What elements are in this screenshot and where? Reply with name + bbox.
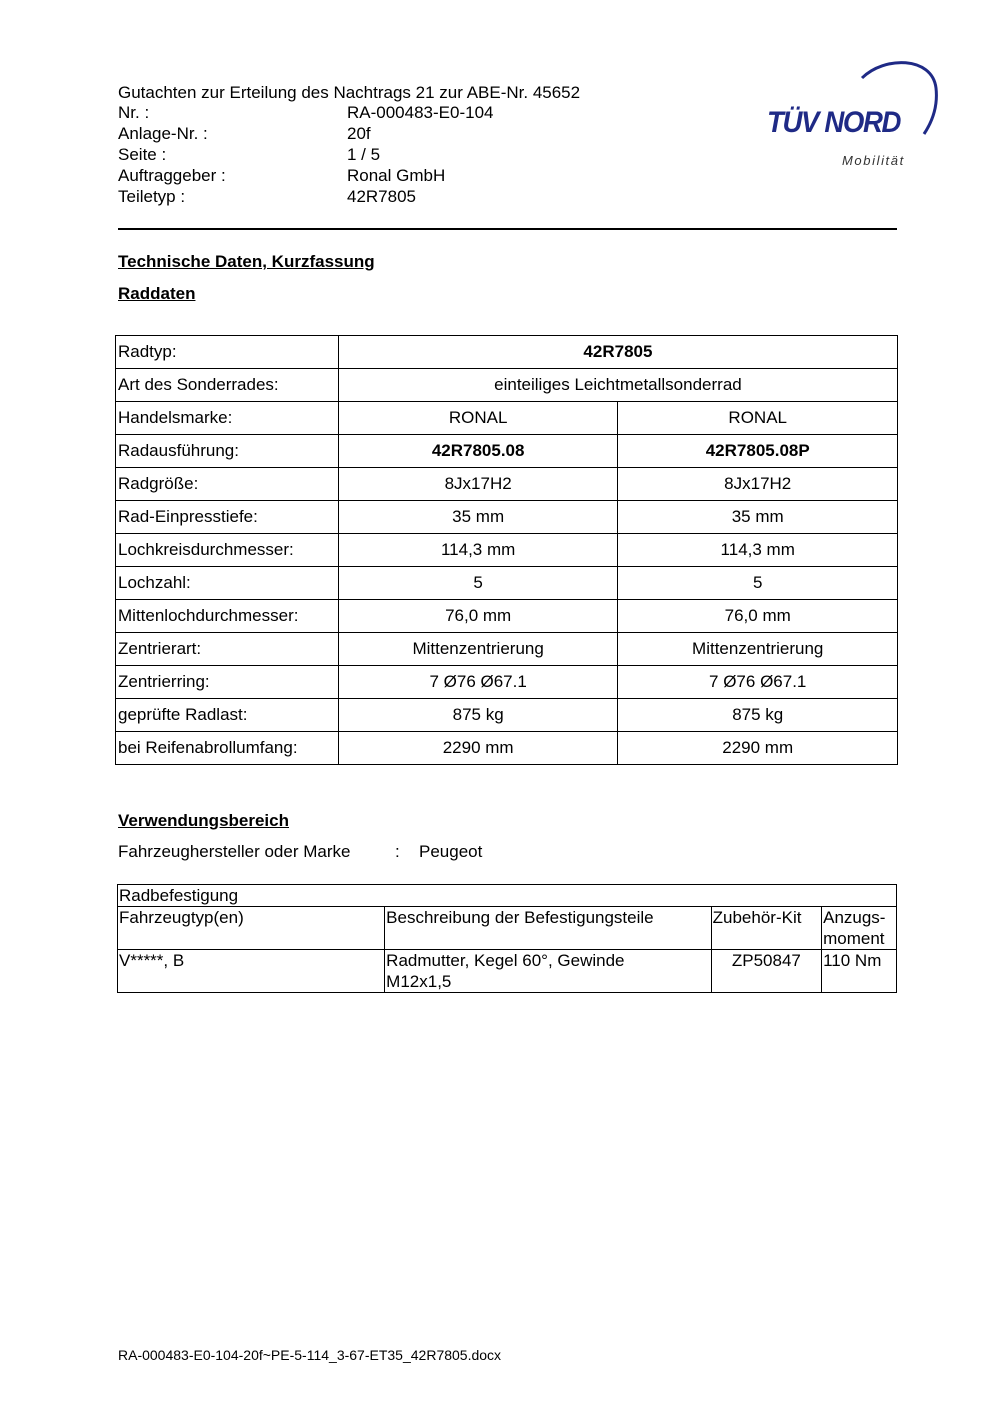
meta-value: 1 / 5 [347, 145, 381, 164]
table-header-row [118, 907, 897, 950]
meta-row-auftraggeber [118, 165, 493, 186]
row-label: Zentrierart: [116, 633, 339, 666]
row-label: bei Reifenabrollumfang: [116, 732, 339, 765]
row-value-1: RONAL [338, 402, 618, 435]
row-value-1: 2290 mm [338, 732, 618, 765]
row-value-2: 7 Ø76 Ø67.1 [618, 666, 898, 699]
table-row [116, 633, 898, 666]
table-row [118, 885, 897, 907]
usage-separator: : [395, 842, 400, 861]
row-value-2: 42R7805.08P [618, 435, 898, 468]
meta-label: Teiletyp : [118, 187, 186, 206]
meta-label: Anlage-Nr. : [118, 124, 208, 143]
cell-vehicle-type: V*****, B [118, 950, 385, 993]
row-value-1: Mittenzentrierung [338, 633, 618, 666]
row-label: Art des Sonderrades: [116, 369, 339, 402]
meta-row-seite [118, 144, 493, 165]
cell-description: Radmutter, Kegel 60°, Gewinde M12x1,5 [385, 950, 711, 993]
row-value-1: 114,3 mm [338, 534, 618, 567]
table-row [116, 468, 898, 501]
table-row [118, 950, 897, 993]
mounting-title: Radbefestigung [118, 885, 897, 907]
row-value-2: RONAL [618, 402, 898, 435]
usage-manufacturer [118, 841, 482, 862]
row-value-2: 76,0 mm [618, 600, 898, 633]
row-label: Lochkreisdurchmesser: [116, 534, 339, 567]
table-row [116, 666, 898, 699]
logo-wordmark: TÜV NORD [767, 106, 901, 139]
meta-row-anlage [118, 123, 493, 144]
row-value-1: 5 [338, 567, 618, 600]
row-label: Rad-Einpresstiefe: [116, 501, 339, 534]
table-row [116, 699, 898, 732]
section-technical-heading: Technische Daten, Kurzfassung [118, 252, 375, 271]
row-value-1: 8Jx17H2 [338, 468, 618, 501]
row-value-2: 875 kg [618, 699, 898, 732]
table-row [116, 501, 898, 534]
row-value-2: 5 [618, 567, 898, 600]
wheel-data-table [115, 335, 898, 765]
section-wheel-heading: Raddaten [118, 284, 196, 303]
footer-filename: RA-000483-E0-104-20f~PE-5-114_3-67-ET35_42R7805.docx [118, 1347, 502, 1363]
radtyp-value: 42R7805 [338, 336, 897, 369]
row-label: Radausführung: [116, 435, 339, 468]
header-description: Beschreibung der Befestigungsteile [385, 907, 711, 950]
row-value-1: 7 Ø76 Ø67.1 [338, 666, 618, 699]
row-value-1: 875 kg [338, 699, 618, 732]
cell-kit: ZP50847 [711, 950, 821, 993]
meta-row-nr [118, 102, 493, 123]
row-value-2: 2290 mm [618, 732, 898, 765]
usage-label: Fahrzeughersteller oder Marke [118, 842, 351, 861]
row-label: Lochzahl: [116, 567, 339, 600]
row-label: Radgröße: [116, 468, 339, 501]
row-value-1: 76,0 mm [338, 600, 618, 633]
usage-value: Peugeot [419, 842, 483, 861]
row-label: Radtyp: [116, 336, 339, 369]
row-label: Handelsmarke: [116, 402, 339, 435]
row-value-2: 35 mm [618, 501, 898, 534]
table-row [116, 567, 898, 600]
table-row [116, 402, 898, 435]
header-torque: Anzugs- moment [822, 907, 897, 950]
row-value-2: 114,3 mm [618, 534, 898, 567]
header-kit: Zubehör-Kit [711, 907, 821, 950]
row-label: geprüfte Radlast: [116, 699, 339, 732]
header-vehicle-type: Fahrzeugtyp(en) [118, 907, 385, 950]
cell-torque: 110 Nm [822, 950, 897, 993]
header-meta [118, 102, 493, 207]
meta-value: 42R7805 [347, 187, 417, 206]
document-title: Gutachten zur Erteilung des Nachtrags 21 zur ABE-Nr. 45652 [118, 83, 581, 102]
table-row [116, 435, 898, 468]
row-value-2: 8Jx17H2 [618, 468, 898, 501]
table-row [116, 600, 898, 633]
section-usage-heading: Verwendungsbereich [118, 811, 289, 830]
row-value-2: Mittenzentrierung [618, 633, 898, 666]
meta-value: 20f [347, 124, 371, 143]
meta-label: Auftraggeber : [118, 166, 226, 185]
table-row [116, 534, 898, 567]
tuv-nord-logo [764, 58, 944, 170]
header-divider [118, 228, 897, 230]
table-row [116, 732, 898, 765]
mounting-table [117, 884, 897, 993]
row-value-1: 42R7805.08 [338, 435, 618, 468]
table-row [116, 369, 898, 402]
art-value: einteiliges Leichtmetallsonderrad [338, 369, 897, 402]
table-row [116, 336, 898, 369]
meta-value: RA-000483-E0-104 [347, 103, 494, 122]
meta-label: Seite : [118, 145, 167, 164]
row-label: Zentrierring: [116, 666, 339, 699]
row-value-1: 35 mm [338, 501, 618, 534]
logo-subtitle: Mobilität [842, 153, 905, 168]
meta-label: Nr. : [118, 103, 150, 122]
row-label: Mittenlochdurchmesser: [116, 600, 339, 633]
meta-value: Ronal GmbH [347, 166, 446, 185]
meta-row-teiletyp [118, 186, 493, 207]
